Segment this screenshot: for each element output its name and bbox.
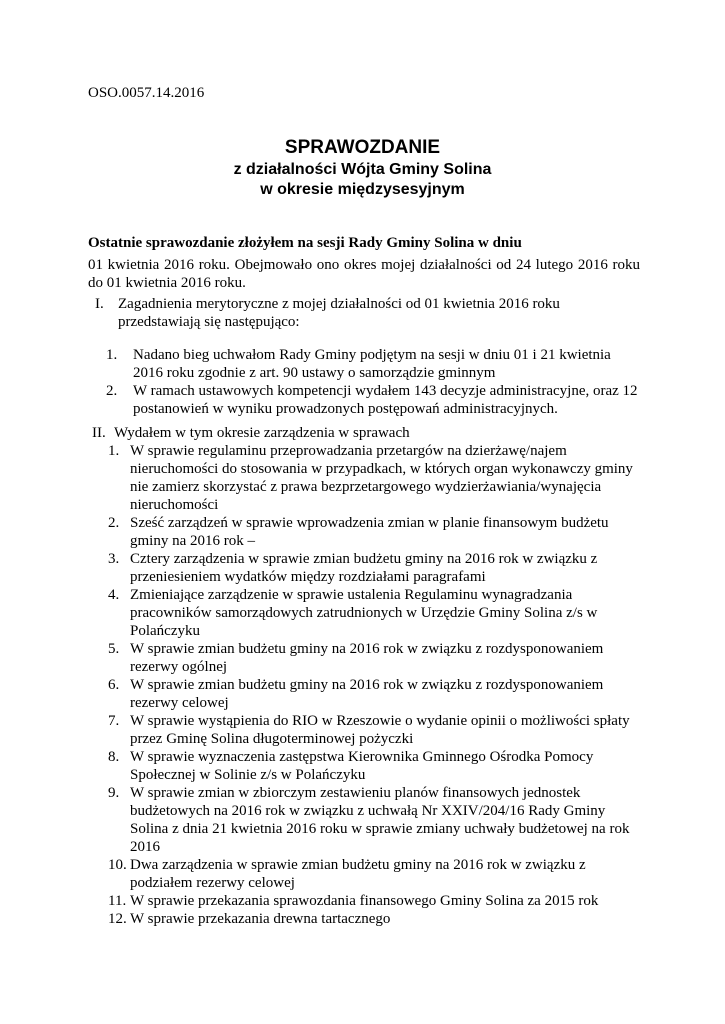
list-item [108,910,640,928]
list-item [108,676,640,712]
section-1-list [106,346,640,418]
list-item-text: W sprawie zmian budżetu gminy na 2016 rok w związku z rozdysponowaniem rezerwy ogólnej [130,641,604,675]
list-item [106,346,640,382]
list-item-text: W sprawie zmian w zbiorczym zestawieniu planów finansowych jednostek budżetowych na 2016 rok w związku z uchwałą Nr XXIV/204/16 Rady Gminy Solina z dnia 21 kwietnia 2016 roku w sprawie zmiany uchwały budżetowej na rok 2016 [130,785,630,855]
list-item-number: 7. [108,713,120,729]
section-2-heading: Wydałem w tym okresie zarządzenia w sprawach [114,425,410,441]
document-title: SPRAWOZDANIE [284,137,441,158]
reference-number: OSO.0057.14.2016 [88,85,205,101]
list-item-text: Sześć zarządzeń w sprawie wprowadzenia zmian w planie finansowym budżetu gminy na 2016 rok – [130,515,609,549]
list-item [108,586,640,640]
list-item-number: 3. [108,551,120,567]
list-item [108,640,640,676]
list-item [108,856,640,892]
section-2 [92,424,640,442]
section-2-numeral: II. [92,425,106,441]
list-item [108,892,640,910]
list-item-text: Zmieniające zarządzenie w sprawie ustalenia Regulaminu wynagradzania pracowników samorządowych zatrudnionych w Urzędzie Gminy Solina z/s w Polańczyku [130,587,598,639]
list-item-number: 5. [108,641,120,657]
list-item-text: W ramach ustawowych kompetencji wydałem 143 decyzje administracyjne, oraz 12 postanowień w wyniku prowadzonych postępowań administracyjnych. [133,383,638,417]
list-item-number: 12. [108,911,127,927]
list-item-number: 1. [108,443,120,459]
list-item [108,712,640,748]
list-item-number: 10. [108,857,127,873]
intro-bold-line: Ostatnie sprawozdanie złożyłem na sesji Rady Gminy Solina w dniu [88,235,522,251]
list-item-text: Dwa zarządzenia w sprawie zmian budżetu gminy na 2016 rok w związku z podziałem rezerwy celowej [130,857,586,891]
list-item-text: Nadano bieg uchwałom Rady Gminy podjętym na sesji w dniu 01 i 21 kwietnia 2016 roku zgodnie z art. 90 ustawy o samorządzie gminnym [133,347,611,381]
list-item [108,748,640,784]
section-1 [95,295,640,331]
section-1-heading: Zagadnienia merytoryczne z mojej działalności od 01 kwietnia 2016 roku przedstawiają się następująco: [118,296,560,330]
section-1-numeral: I. [95,296,104,312]
list-item-text: W sprawie wystąpienia do RIO w Rzeszowie o wydanie opinii o możliwości spłaty przez Gminę Solina długoterminowej pożyczki [130,713,630,747]
list-item-text: W sprawie przekazania drewna tartacznego [130,911,391,927]
document-subtitle-line-1: z działalności Wójta Gminy Solina [233,161,492,178]
list-item [108,784,640,856]
title-block [0,136,725,200]
list-item [108,514,640,550]
list-item [106,382,640,418]
list-item-number: 6. [108,677,120,693]
list-item-number: 9. [108,785,120,801]
list-item [108,442,640,514]
intro-paragraph [88,234,640,292]
intro-body-text: 01 kwietnia 2016 roku. Obejmowało ono okres mojej działalności od 24 lutego 2016 roku do 01 kwietnia 2016 roku. [88,257,640,291]
list-item-number: 8. [108,749,120,765]
list-item-number: 2. [106,383,118,399]
list-item-number: 11. [108,893,127,909]
list-item-number: 2. [108,515,120,531]
list-item-text: W sprawie przekazania sprawozdania finansowego Gminy Solina za 2015 rok [130,893,599,909]
list-item-text: W sprawie regulaminu przeprowadzania przetargów na dzierżawę/najem nieruchomości do stosowania w przypadkach, w których organ wykonawczy gminy nie zamierz skorzystać z prawa bezprzetargowego wydzierżawiania/wynajęcia nieruchomości [130,443,633,513]
section-2-list [108,442,640,928]
list-item-number: 4. [108,587,120,603]
document-subtitle-line-2: w okresie międzysesyjnym [260,181,465,198]
list-item-number: 1. [106,347,118,363]
list-item-text: W sprawie wyznaczenia zastępstwa Kierownika Gminnego Ośrodka Pomocy Społecznej w Solinie z/s w Polańczyku [130,749,594,783]
list-item-text: Cztery zarządzenia w sprawie zmian budżetu gminy na 2016 rok w związku z przeniesieniem wydatków między rozdziałami paragrafami [130,551,598,585]
list-item-text: W sprawie zmian budżetu gminy na 2016 rok w związku z rozdysponowaniem rezerwy celowej [130,677,604,711]
list-item [108,550,640,586]
